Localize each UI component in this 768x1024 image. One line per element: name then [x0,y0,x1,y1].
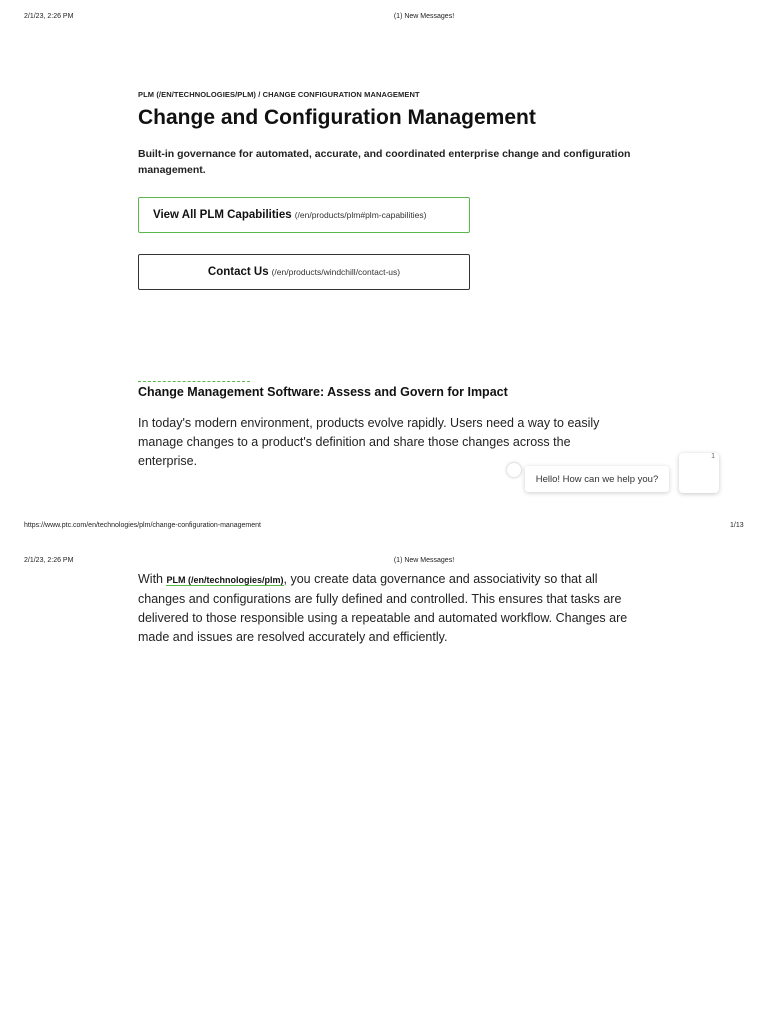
page-subtitle: Built-in governance for automated, accurate, and coordinated enterprise change and configuration management. [138,148,631,176]
print-page-number: 1/13 [730,522,744,529]
chat-status-dot [507,463,521,477]
page-title: Change and Configuration Management [138,106,536,129]
plm-paragraph-suffix: , you create data governance and associativity so that all changes and configurations are fully defined and controlled. This ensures that tasks are delivered to those responsible using a repeatable and automated workflow. Changes are made and issues are resolved accurately and efficiently. [138,572,628,644]
chat-launcher-button[interactable] [679,453,719,493]
print-footer-url: https://www.ptc.com/en/technologies/plm/change-configuration-management [24,522,261,529]
contact-us-button-url: (/en/products/windchill/contact-us) [271,267,401,277]
section-accent-line [138,381,250,382]
chat-greeting-text: Hello! How can we help you? [535,473,659,485]
view-all-plm-capabilities-button[interactable] [138,197,470,233]
view-all-button-url: (/en/products/plm#plm-capabilities) [294,210,427,220]
section-paragraph: In today's modern environment, products evolve rapidly. Users need a way to easily manage changes to a product's definition and share those changes across the enterprise. [138,416,600,468]
print-datetime: 2/1/23, 2:26 PM [24,13,74,20]
print-page-title: (1) New Messages! [393,13,455,20]
print-page-title-page2: (1) New Messages! [393,557,455,564]
plm-paragraph [138,570,628,647]
plm-paragraph-prefix: With [138,572,167,586]
contact-us-button[interactable] [138,254,470,290]
chat-notification-badge: 1 [711,453,715,460]
breadcrumb[interactable]: PLM (/EN/TECHNOLOGIES/PLM) / CHANGE CONFIGURATION MANAGEMENT [138,90,420,99]
chat-greeting-bubble[interactable] [525,466,669,492]
print-datetime-page2: 2/1/23, 2:26 PM [24,557,74,564]
section-heading: Change Management Software: Assess and Govern for Impact [138,385,508,399]
plm-link[interactable]: PLM (/en/technologies/plm) [166,575,284,585]
contact-us-button-label: Contact Us [207,266,269,278]
view-all-button-label: View All PLM Capabilities [153,209,292,221]
